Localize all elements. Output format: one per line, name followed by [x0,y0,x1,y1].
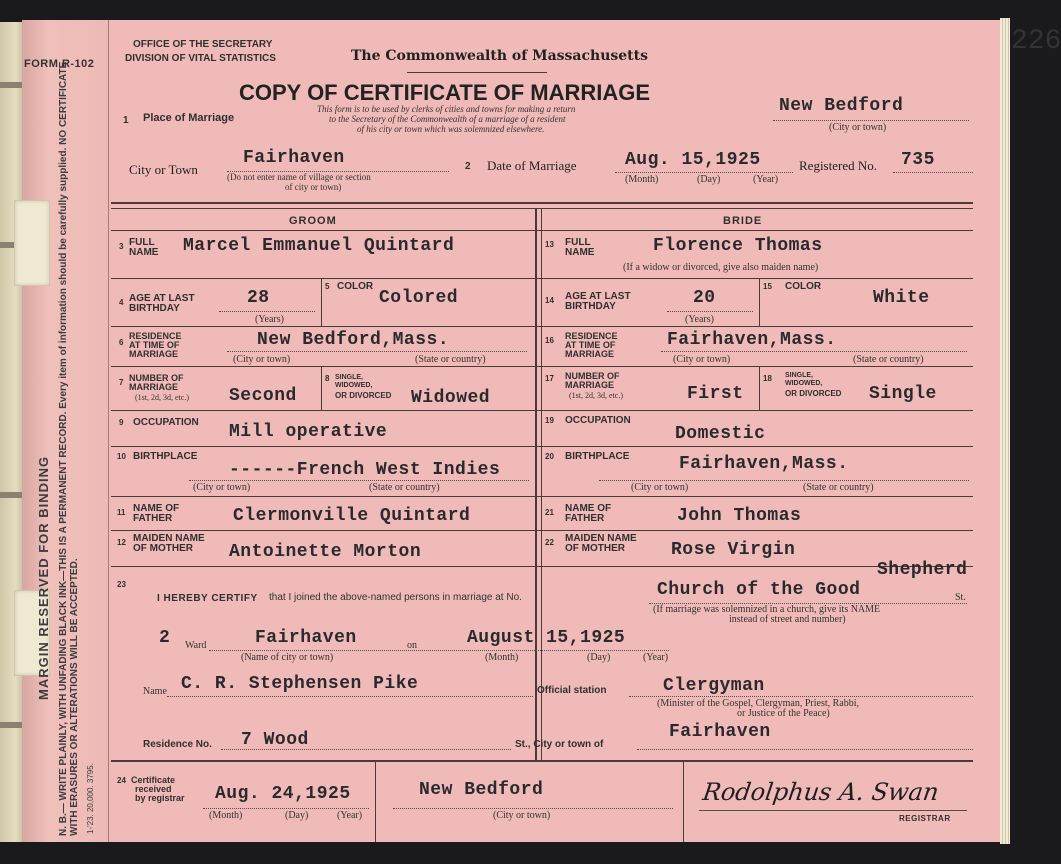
church-note2: instead of street and number) [729,614,846,625]
residence-suffix: St., City or town of [515,739,604,750]
bride-status-label-3: OR DIVORCED [785,389,842,398]
bride-mother-label-1: MAIDEN NAME [565,533,637,544]
groom-birth-num: 10 [117,452,126,461]
certificate-page [108,20,1061,842]
bride-res-label-2: AT TIME OF [565,340,616,350]
certify-bold: I HEREBY CERTIFY [157,593,258,604]
page-number: 226 [1011,26,1061,57]
groom-father-label-2: FATHER [133,513,173,524]
station-note1: (Minister of the Gospel, Clergyman, Priest, Rabbi, [657,698,860,709]
groom-status-label-1: SINGLE, [335,374,364,381]
groom-age-label-1: AGE AT LAST [129,293,195,304]
ward-value: 2 [159,628,171,648]
bride-heading: BRIDE [723,215,763,227]
bride-number-label-1: NUMBER OF [565,371,620,381]
groom-age-num: 4 [119,298,124,307]
bride-name-caption: (If a widow or divorced, give also maiden name) [623,262,819,273]
bride-father: John Thomas [677,506,802,526]
officiant-name: C. R. Stephensen Pike [181,674,419,694]
certify-year-caption: (Year) [643,652,669,663]
header-city-value: New Bedford [779,96,904,116]
received-date: Aug. 24,1925 [215,784,351,804]
groom-res-label-2: AT TIME OF [129,340,180,350]
groom-color-num: 5 [325,282,330,291]
certify-city: Fairhaven [255,628,357,648]
bride-color-num: 15 [763,282,772,291]
date-label: Date of Marriage [487,158,577,173]
registered-label: Registered No. [799,158,877,173]
bride-status-num: 18 [763,374,772,383]
groom-birth-caption1: (City or town) [193,482,251,493]
bride-age-caption: (Years) [685,314,714,325]
registrar-city: New Bedford [419,780,544,800]
groom-father-label-1: NAME OF [133,503,180,514]
groom-full-name: Marcel Emmanuel Quintard [183,236,455,256]
groom-name-num: 3 [119,242,124,251]
on-label: on [407,640,417,651]
bride-status-label-1: SINGLE, [785,372,814,379]
bride-number-label-2: MARRIAGE [565,380,614,390]
groom-color-label: COLOR [337,281,374,292]
groom-res-label-3: MARRIAGE [129,349,178,359]
groom-father-num: 11 [117,508,126,517]
bride-full-name: Florence Thomas [653,236,823,256]
church-line2: Church of the Good [657,580,861,600]
bride-status-label-2: WIDOWED, [785,380,823,387]
instructions-1: This form is to be used by clerks of cities and towns for making a return [317,104,576,114]
received-label-1: Certificate [131,775,176,785]
date-month-caption: (Month) [625,174,659,185]
groom-name-label-1: FULL [129,237,155,248]
bride-father-num: 21 [545,508,554,517]
groom-status: Widowed [411,388,491,408]
margin-note: N. B.— WRITE PLAINLY, WITH UNFADING BLACK INK—THIS IS A PERMANENT RECORD. Every item of information should be carefully supplied. NO CERTIFICATE WITH ERASURES OR ALTERATIONS WILL BE ACCEPTED. [58,61,80,836]
certify-text: that I joined the above-named persons in marriage at No. [269,592,522,603]
street-suffix: St. [955,592,966,603]
bride-number-label-3: (1st, 2d, 3d, etc.) [569,391,623,400]
date-value: Aug. 15,1925 [625,150,761,170]
officiant-residence: 7 Wood [241,730,309,750]
groom-color: Colored [379,288,459,308]
groom-mother-num: 12 [117,538,126,547]
received-label-3: by registrar [135,793,185,803]
city-or-town-value: Fairhaven [243,148,345,168]
bride-occupation: Domestic [675,424,766,444]
header-city-caption: (City or town) [829,122,887,133]
received-year-caption: (Year) [337,810,363,821]
groom-number-label-3: (1st, 2d, 3d, etc.) [135,393,189,402]
registrar-city-caption: (City or town) [493,810,551,821]
certify-month-caption: (Month) [485,652,519,663]
bride-birthplace: Fairhaven,Mass. [679,454,849,474]
bride-birth-caption2: (State or country) [803,482,874,493]
groom-res-num: 6 [119,338,124,347]
groom-status-num: 8 [325,374,330,383]
bride-res-num: 16 [545,336,554,345]
place-label: Place of Marriage [143,112,235,124]
office-line1: OFFICE OF THE SECRETARY [133,39,273,50]
groom-status-label-2: WIDOWED, [335,382,373,389]
groom-mother-label-2: OF MOTHER [133,543,193,554]
groom-mother-label-1: MAIDEN NAME [133,533,205,544]
date-day-caption: (Day) [697,174,721,185]
instructions-2: to the Secretary of the Commonwealth of a marriage of a resident [329,114,566,124]
received-month-caption: (Month) [209,810,243,821]
print-code: 1-'23. 20,000. 3795. [86,763,95,834]
certify-day-caption: (Day) [587,652,611,663]
bride-age-label-1: AGE AT LAST [565,291,631,302]
certify-date: August 15,1925 [467,628,626,648]
official-station: Clergyman [663,676,765,696]
certify-num: 23 [117,580,126,589]
church-line1: Shepherd [877,560,968,580]
bride-res-caption2: (State or country) [853,354,924,365]
groom-res-label-1: RESIDENCE [129,331,182,341]
station-note2: or Justice of the Peace) [737,708,830,719]
groom-heading: GROOM [289,215,337,227]
bride-mother: Rose Virgin [671,540,796,560]
registered-value: 735 [901,150,935,170]
instructions-3: of his city or town which was solemnized elsewhere. [357,124,545,134]
groom-father: Clermonville Quintard [233,506,471,526]
bride-res-label-1: RESIDENCE [565,331,618,341]
groom-status-label-3: OR DIVORCED [335,391,392,400]
groom-name-label-2: NAME [129,247,159,258]
bride-birth-label: BIRTHPLACE [565,451,630,462]
bride-birth-num: 20 [545,452,554,461]
groom-occupation: Mill operative [229,422,388,442]
city-or-town-label: City or Town [129,162,198,177]
bride-occ-label: OCCUPATION [565,415,631,426]
commonwealth-title: The Commonwealth of Massachusetts [351,48,648,64]
bride-age: 20 [693,288,716,308]
groom-number-label-2: MARRIAGE [129,382,178,392]
registrar-label: REGISTRAR [899,814,951,823]
page-title: COPY OF CERTIFICATE OF MARRIAGE [239,80,651,105]
registrar-signature: Rodolphus A. Swan [701,778,941,806]
bride-father-label-2: FATHER [565,513,605,524]
bride-res-caption1: (City or town) [673,354,731,365]
bride-color: White [873,288,930,308]
bride-name-label-2: NAME [565,247,595,258]
groom-number-label-1: NUMBER OF [129,373,184,383]
bride-name-num: 13 [545,240,554,249]
groom-age-caption: (Years) [255,314,284,325]
bride-birth-caption1: (City or town) [631,482,689,493]
place-num: 1 [123,115,129,126]
groom-mother: Antoinette Morton [229,542,422,562]
received-label-2: received [135,784,172,794]
received-day-caption: (Day) [285,810,309,821]
groom-res-caption2: (State or country) [415,354,486,365]
received-num: 24 [117,776,126,785]
bride-mother-label-2: OF MOTHER [565,543,625,554]
bride-occ-num: 19 [545,416,554,425]
page-edge [1000,18,1010,844]
groom-birth-label: BIRTHPLACE [133,451,198,462]
official-station-label: Official station [537,685,607,696]
city-note1: (Do not enter name of village or section [227,172,371,182]
ward-label: Ward [185,640,207,651]
city-note2: of city or town) [285,182,342,192]
form-number: FORM R-102 [24,58,95,70]
groom-age: 28 [247,288,270,308]
groom-birthplace: ------French West Indies [229,460,501,480]
groom-residence: New Bedford,Mass. [257,330,450,350]
groom-birth-caption2: (State or country) [369,482,440,493]
office-line2: DIVISION OF VITAL STATISTICS [125,53,276,64]
church-note1: (If marriage was solemnized in a church, give its NAME [653,604,881,615]
bride-marriage-number: First [687,384,744,404]
bride-mother-num: 22 [545,538,554,547]
bride-father-label-1: NAME OF [565,503,612,514]
bride-residence: Fairhaven,Mass. [667,330,837,350]
bride-status: Single [869,384,937,404]
binding-note: MARGIN RESERVED FOR BINDING [36,455,51,700]
bride-res-label-3: MARRIAGE [565,349,614,359]
bride-number-num: 17 [545,374,554,383]
binding-tape [14,200,50,286]
certify-city-caption: (Name of city or town) [241,652,334,663]
bride-age-num: 14 [545,296,554,305]
bride-name-label-1: FULL [565,237,591,248]
residence-label: Residence No. [143,739,212,750]
bride-age-label-2: BIRTHDAY [565,301,616,312]
groom-age-label-2: BIRTHDAY [129,303,180,314]
bride-color-label: COLOR [785,281,822,292]
date-year-caption: (Year) [753,174,779,185]
residence-city: Fairhaven [669,722,771,742]
date-num: 2 [465,161,471,172]
groom-marriage-number: Second [229,386,297,406]
groom-occ-label: OCCUPATION [133,417,199,428]
groom-res-caption1: (City or town) [233,354,291,365]
officiant-name-label: Name [143,686,167,697]
groom-occ-num: 9 [119,418,124,427]
groom-number-num: 7 [119,378,124,387]
